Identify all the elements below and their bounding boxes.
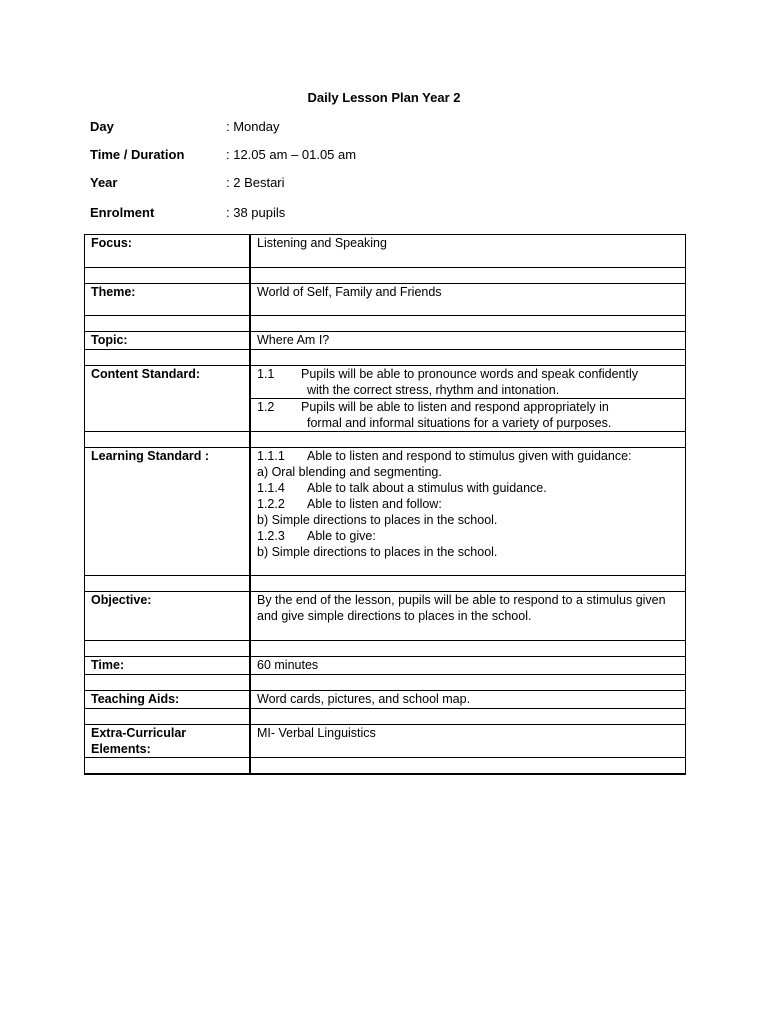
extra-curricular-label: Extra-Curricular Elements: xyxy=(85,725,251,758)
standard-number: 1.2.3 xyxy=(257,529,285,543)
objective-label: Objective: xyxy=(85,592,251,641)
meta-value: : 38 pupils xyxy=(226,205,286,220)
standard-number: 1.1.4 xyxy=(257,481,285,495)
spacer-row xyxy=(85,316,686,332)
lesson-plan-table xyxy=(84,234,686,775)
learning-standard-value xyxy=(250,448,686,576)
teaching-aids-label: Teaching Aids: xyxy=(85,691,251,709)
table-row-content-standard xyxy=(85,366,686,399)
focus-label: Focus: xyxy=(85,235,251,268)
table-row-extra-curricular xyxy=(85,725,686,758)
learning-standard-line xyxy=(257,448,679,464)
meta-label: Day xyxy=(90,119,114,134)
learning-standard-line xyxy=(257,480,679,496)
spacer-row xyxy=(85,268,686,284)
time-label: Time: xyxy=(85,657,251,675)
extra-curricular-value: MI- Verbal Linguistics xyxy=(250,725,686,758)
focus-value: Listening and Speaking xyxy=(250,235,686,268)
table-row-focus xyxy=(85,235,686,268)
learning-standard-line: b) Simple directions to places in the school. xyxy=(257,513,498,527)
spacer-row xyxy=(85,675,686,691)
topic-value: Where Am I? xyxy=(250,332,686,350)
meta-value: : 12.05 am – 01.05 am xyxy=(226,147,357,162)
standard-text: Able to talk about a stimulus with guidance. xyxy=(307,481,547,495)
standard-text: Able to listen and respond to stimulus given with guidance: xyxy=(307,449,632,463)
spacer-row xyxy=(85,641,686,657)
spacer-row xyxy=(85,350,686,366)
spacer-row xyxy=(85,758,686,775)
content-standard-item-2 xyxy=(250,399,686,432)
item-text: Pupils will be able to listen and respond appropriately in xyxy=(301,400,609,414)
content-standard-label: Content Standard: xyxy=(85,366,251,432)
standard-text: Able to listen and follow: xyxy=(307,497,442,511)
meta-label: Time / Duration xyxy=(90,147,185,162)
spacer-row xyxy=(85,432,686,448)
learning-standard-line xyxy=(257,528,679,544)
learning-standard-line: b) Simple directions to places in the school. xyxy=(257,545,498,559)
meta-value: : Monday xyxy=(226,119,280,134)
spacer-row xyxy=(85,709,686,725)
standard-number: 1.2.2 xyxy=(257,497,285,511)
content-standard-item-1 xyxy=(250,366,686,399)
table-row-learning-standard xyxy=(85,448,686,576)
meta-label: Year xyxy=(90,175,118,190)
spacer-row xyxy=(85,576,686,592)
table-row-theme xyxy=(85,284,686,316)
learning-standard-line: a) Oral blending and segmenting. xyxy=(257,465,442,479)
meta-label: Enrolment xyxy=(90,205,155,220)
item-number: 1.1 xyxy=(257,367,275,381)
table-row-objective xyxy=(85,592,686,641)
teaching-aids-value: Word cards, pictures, and school map. xyxy=(250,691,686,709)
item-text-continued: formal and informal situations for a variety of purposes. xyxy=(307,416,612,430)
learning-standard-label: Learning Standard : xyxy=(85,448,251,576)
objective-value: By the end of the lesson, pupils will be able to respond to a stimulus given and give simple directions to places in the school. xyxy=(250,592,686,641)
table-row-time xyxy=(85,657,686,675)
meta-value: : 2 Bestari xyxy=(226,175,285,190)
standard-number: 1.1.1 xyxy=(257,449,285,463)
time-value: 60 minutes xyxy=(250,657,686,675)
table-row-teaching-aids xyxy=(85,691,686,709)
learning-standard-line xyxy=(257,496,679,512)
theme-label: Theme: xyxy=(85,284,251,316)
item-text-continued: with the correct stress, rhythm and intonation. xyxy=(307,383,560,397)
theme-value: World of Self, Family and Friends xyxy=(250,284,686,316)
item-number: 1.2 xyxy=(257,400,275,414)
document-title: Daily Lesson Plan Year 2 xyxy=(307,90,461,105)
item-text: Pupils will be able to pronounce words and speak confidently xyxy=(301,367,639,381)
topic-label: Topic: xyxy=(85,332,251,350)
table-row-topic xyxy=(85,332,686,350)
standard-text: Able to give: xyxy=(307,529,376,543)
